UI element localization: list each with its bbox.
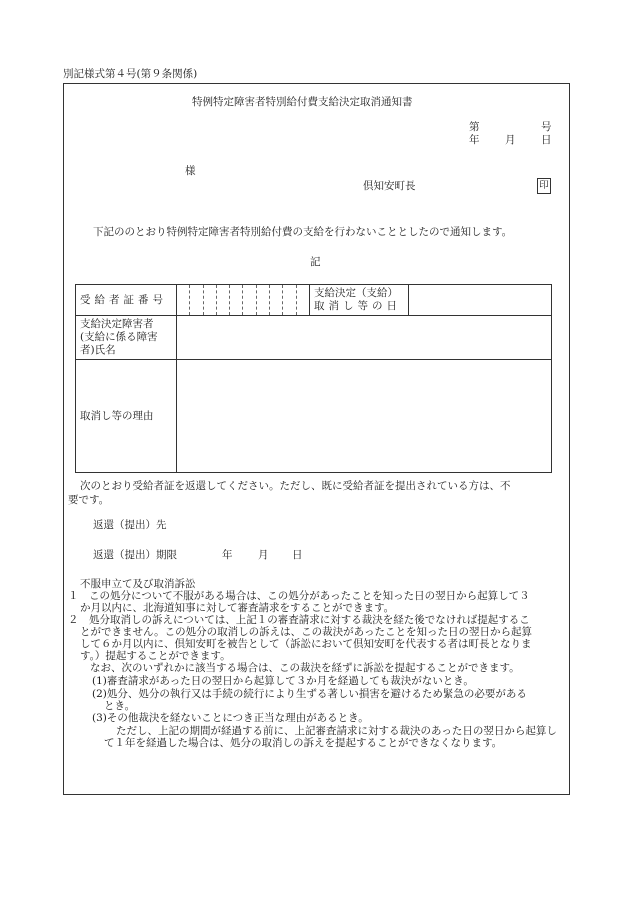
appeal-line: て１年を経過した場合は、処分の取消しの訴えを提起することができなくなります。 — [104, 737, 503, 749]
appeal-line: ただし、上記の期間が経過する前に、上記審査請求に対する裁決のあった日の翌日から起算し — [116, 725, 557, 737]
deadline-year: 年 — [222, 549, 233, 561]
addressee-suffix: 様 — [185, 165, 196, 177]
form-label: 別記様式第４号(第９条関係) — [63, 68, 198, 80]
deadline-month: 月 — [258, 549, 269, 561]
appeal-line: なお、次のいずれかに該当する場合は、この裁決を経ずに訴訟を提起することができます。 — [90, 662, 520, 674]
cancel-date-value — [409, 285, 552, 316]
doc-number-dai: 第 — [469, 121, 480, 133]
appeal-line: (3)その他裁決を経ないことにつき正当な理由があるとき。 — [92, 712, 369, 724]
return-deadline-label: 返還（提出）期限 — [93, 549, 177, 561]
doc-number-go: 号 — [541, 121, 552, 133]
person-name-value — [177, 316, 552, 360]
return-notice-line-2: 要です。 — [68, 494, 110, 506]
return-destination-label: 返還（提出）先 — [93, 519, 167, 531]
cancel-date-label: 支給決定（支給） 取消し等の日 — [310, 285, 409, 316]
recipient-number-label: 受給者証番号 — [76, 285, 177, 316]
notice-table — [75, 284, 552, 473]
deadline-day: 日 — [292, 549, 303, 561]
appeal-line: (2)処分、処分の執行又は手続の続行により生ずる著しい損害を避けるため緊急の必要がある — [92, 688, 527, 700]
appeal-line: (1)審査請求があった日の翌日から起算して３か月を経過しても裁決がないとき。 — [92, 675, 474, 687]
reason-label: 取消し等の理由 — [76, 360, 177, 473]
appeal-heading: 不服申立て及び取消訴訟 — [80, 578, 196, 590]
document-title: 特例特定障害者特別給付費支給決定取消通知書 — [192, 96, 413, 108]
appeal-line: ２ 処分取消しの訴えについては、上記１の審査請求に対する裁決を経た後でなければ提起するこ — [68, 614, 530, 626]
reason-value — [177, 360, 552, 473]
return-notice-line-1: 次のとおり受給者証を返還してください。ただし、既に受給者証を提出されている方は、不 — [80, 480, 511, 492]
appeal-line: か月以内に、北海道知事に対して審査請求をすることができます。 — [80, 602, 395, 614]
date-month: 月 — [505, 134, 516, 146]
appeal-line: とき。 — [104, 700, 136, 712]
person-name-label: 支給決定障害者 (支給に係る障害 者)氏名 — [76, 316, 177, 360]
appeal-line: して６か月以内に、倶知安町を被告として（訴訟において倶知安町を代表する者は町長となりま — [80, 638, 532, 650]
recipient-number-cells — [177, 285, 310, 316]
intro-text: 下記ののとおり特例特定障害者特別給付費の支給を行わないこととしたので通知します。 — [93, 226, 513, 238]
appeal-line: す。）提起することができます。 — [80, 650, 231, 662]
date-day: 日 — [541, 134, 552, 146]
ki-heading: 記 — [310, 256, 321, 268]
seal-mark: 印 — [537, 178, 551, 194]
appeal-line: １ この処分について不服がある場合は、この処分があったことを知った日の翌日から起算して３ — [68, 590, 530, 602]
appeal-line: とができません。この処分の取消しの訴えは、この裁決があったことを知った日の翌日から起算 — [80, 626, 533, 638]
issuer-name: 倶知安町長 — [363, 180, 416, 192]
date-year: 年 — [469, 134, 480, 146]
